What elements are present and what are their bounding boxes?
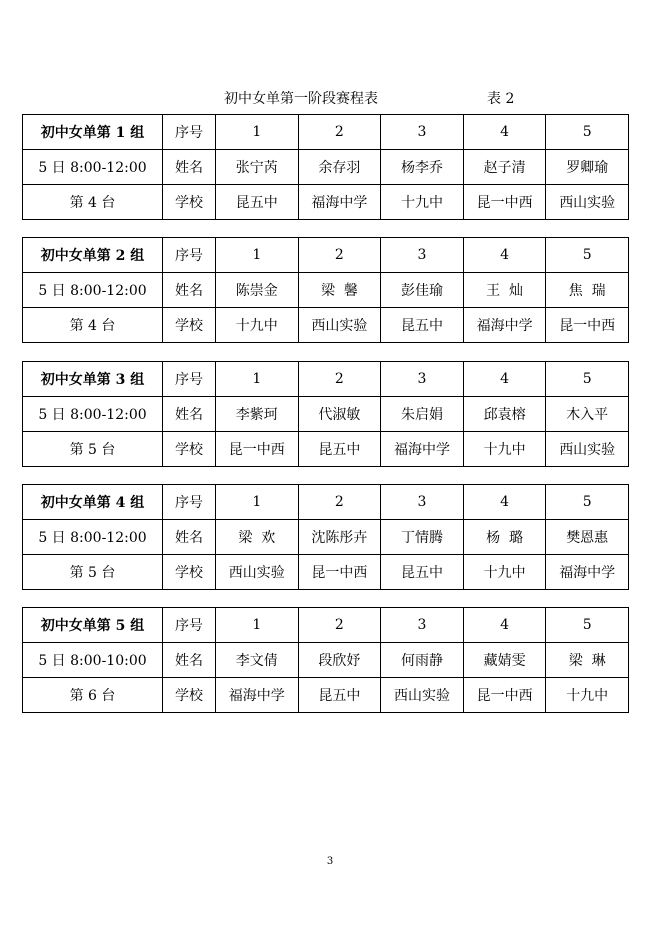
seq-cell: 5 xyxy=(546,238,629,273)
school-label: 学校 xyxy=(163,432,216,467)
player-name: 梁 琳 xyxy=(546,643,629,678)
player-name: 李紫珂 xyxy=(216,397,299,432)
seq-label: 序号 xyxy=(163,362,216,397)
seq-row xyxy=(23,362,629,397)
group-name: 初中女单第 3 组 xyxy=(23,362,163,397)
player-name: 段欣妤 xyxy=(298,643,381,678)
school-name: 十九中 xyxy=(216,308,299,343)
group-name: 初中女单第 5 组 xyxy=(23,608,163,643)
match-time: 5 日 8:00-12:00 xyxy=(23,273,163,308)
player-name: 罗卿瑜 xyxy=(546,150,629,185)
player-row xyxy=(23,150,629,185)
player-name: 赵子清 xyxy=(463,150,546,185)
seq-cell: 4 xyxy=(463,362,546,397)
player-row xyxy=(23,397,629,432)
name-label: 姓名 xyxy=(163,397,216,432)
player-name: 梁 馨 xyxy=(298,273,381,308)
player-name: 代淑敏 xyxy=(298,397,381,432)
seq-cell: 3 xyxy=(381,608,464,643)
player-name: 张宁芮 xyxy=(216,150,299,185)
group-table-1 xyxy=(22,114,629,220)
seq-cell: 5 xyxy=(546,115,629,150)
seq-row xyxy=(23,608,629,643)
name-label: 姓名 xyxy=(163,273,216,308)
seq-cell: 1 xyxy=(216,485,299,520)
seq-cell: 4 xyxy=(463,485,546,520)
school-name: 昆一中西 xyxy=(463,185,546,220)
seq-cell: 1 xyxy=(216,238,299,273)
player-name: 余存羽 xyxy=(298,150,381,185)
player-name: 朱启娟 xyxy=(381,397,464,432)
school-name: 十九中 xyxy=(546,678,629,713)
match-time: 5 日 8:00-12:00 xyxy=(23,150,163,185)
player-name: 梁 欢 xyxy=(216,520,299,555)
school-label: 学校 xyxy=(163,185,216,220)
table-assignment: 第 5 台 xyxy=(23,432,163,467)
seq-label: 序号 xyxy=(163,485,216,520)
seq-cell: 1 xyxy=(216,115,299,150)
school-name: 昆五中 xyxy=(298,678,381,713)
player-name: 丁情腾 xyxy=(381,520,464,555)
school-name: 福海中学 xyxy=(298,185,381,220)
school-name: 西山实验 xyxy=(298,308,381,343)
player-name: 木入平 xyxy=(546,397,629,432)
seq-cell: 1 xyxy=(216,362,299,397)
seq-cell: 3 xyxy=(381,362,464,397)
name-label: 姓名 xyxy=(163,643,216,678)
school-name: 昆一中西 xyxy=(463,678,546,713)
seq-cell: 4 xyxy=(463,238,546,273)
seq-label: 序号 xyxy=(163,238,216,273)
school-row xyxy=(23,678,629,713)
school-name: 昆五中 xyxy=(381,555,464,590)
seq-cell: 2 xyxy=(298,485,381,520)
school-row xyxy=(23,185,629,220)
school-name: 昆五中 xyxy=(216,185,299,220)
school-name: 西山实验 xyxy=(546,185,629,220)
player-row xyxy=(23,643,629,678)
seq-cell: 5 xyxy=(546,608,629,643)
seq-cell: 3 xyxy=(381,115,464,150)
school-name: 福海中学 xyxy=(546,555,629,590)
group-table-3 xyxy=(22,361,629,467)
player-name: 沈陈彤卉 xyxy=(298,520,381,555)
seq-cell: 2 xyxy=(298,238,381,273)
school-name: 昆一中西 xyxy=(298,555,381,590)
player-row xyxy=(23,520,629,555)
player-name: 王 灿 xyxy=(463,273,546,308)
group-table-2 xyxy=(22,237,629,343)
name-label: 姓名 xyxy=(163,150,216,185)
player-row xyxy=(23,273,629,308)
seq-cell: 5 xyxy=(546,362,629,397)
player-name: 焦 瑞 xyxy=(546,273,629,308)
school-label: 学校 xyxy=(163,678,216,713)
group-name: 初中女单第 1 组 xyxy=(23,115,163,150)
school-row xyxy=(23,432,629,467)
seq-cell: 2 xyxy=(298,608,381,643)
school-row xyxy=(23,308,629,343)
school-label: 学校 xyxy=(163,308,216,343)
name-label: 姓名 xyxy=(163,520,216,555)
seq-cell: 3 xyxy=(381,238,464,273)
school-name: 福海中学 xyxy=(381,432,464,467)
school-name: 昆一中西 xyxy=(546,308,629,343)
player-name: 何雨静 xyxy=(381,643,464,678)
schedule-title: 初中女单第一阶段赛程表 xyxy=(224,91,378,107)
player-name: 藏婧雯 xyxy=(463,643,546,678)
match-time: 5 日 8:00-12:00 xyxy=(23,397,163,432)
seq-cell: 1 xyxy=(216,608,299,643)
seq-cell: 2 xyxy=(298,115,381,150)
player-name: 邱袁榕 xyxy=(463,397,546,432)
group-table-4 xyxy=(22,484,629,590)
group-name: 初中女单第 2 组 xyxy=(23,238,163,273)
table-number: 表 2 xyxy=(487,91,515,107)
table-assignment: 第 4 台 xyxy=(23,185,163,220)
group-table-5 xyxy=(22,607,629,713)
player-name: 杨 璐 xyxy=(463,520,546,555)
table-assignment: 第 5 台 xyxy=(23,555,163,590)
player-name: 樊恩惠 xyxy=(546,520,629,555)
school-name: 十九中 xyxy=(463,555,546,590)
seq-row xyxy=(23,115,629,150)
school-name: 昆五中 xyxy=(381,308,464,343)
school-row xyxy=(23,555,629,590)
school-name: 福海中学 xyxy=(463,308,546,343)
page-number: 3 xyxy=(326,856,334,867)
school-name: 西山实验 xyxy=(216,555,299,590)
school-name: 昆五中 xyxy=(298,432,381,467)
document-title xyxy=(0,88,660,108)
seq-label: 序号 xyxy=(163,115,216,150)
seq-cell: 4 xyxy=(463,608,546,643)
school-name: 十九中 xyxy=(381,185,464,220)
school-name: 昆一中西 xyxy=(216,432,299,467)
school-name: 福海中学 xyxy=(216,678,299,713)
player-name: 彭佳瑜 xyxy=(381,273,464,308)
seq-cell: 4 xyxy=(463,115,546,150)
seq-cell: 2 xyxy=(298,362,381,397)
player-name: 杨李乔 xyxy=(381,150,464,185)
seq-cell: 5 xyxy=(546,485,629,520)
school-name: 西山实验 xyxy=(546,432,629,467)
table-assignment: 第 6 台 xyxy=(23,678,163,713)
seq-label: 序号 xyxy=(163,608,216,643)
seq-row xyxy=(23,238,629,273)
group-name: 初中女单第 4 组 xyxy=(23,485,163,520)
match-time: 5 日 8:00-10:00 xyxy=(23,643,163,678)
player-name: 陈崇金 xyxy=(216,273,299,308)
player-name: 李文倩 xyxy=(216,643,299,678)
school-name: 西山实验 xyxy=(381,678,464,713)
seq-cell: 3 xyxy=(381,485,464,520)
seq-row xyxy=(23,485,629,520)
school-label: 学校 xyxy=(163,555,216,590)
table-assignment: 第 4 台 xyxy=(23,308,163,343)
school-name: 十九中 xyxy=(463,432,546,467)
match-time: 5 日 8:00-12:00 xyxy=(23,520,163,555)
